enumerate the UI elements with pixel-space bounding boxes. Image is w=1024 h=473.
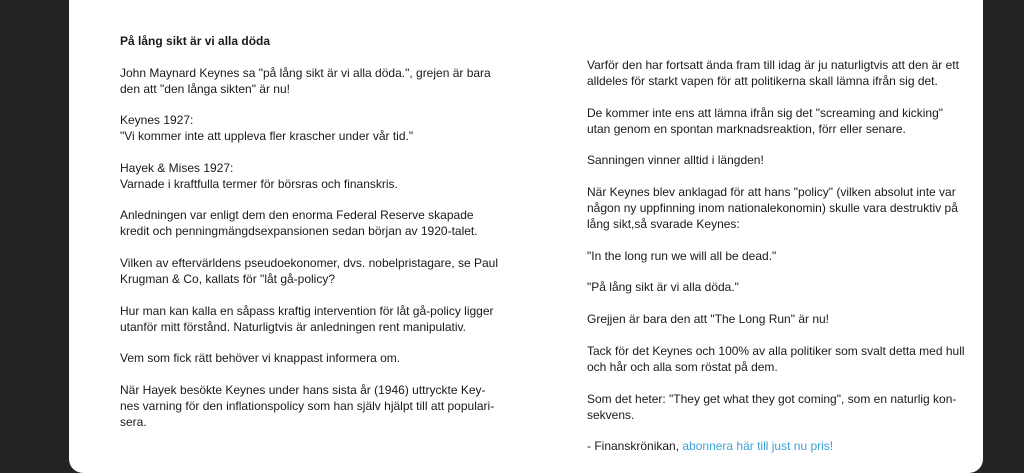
paragraph-line: alldeles för starkt vapen för att politikerna skall lämna ifrån sig det. (587, 74, 938, 88)
paragraph (587, 105, 962, 137)
paragraph-line: "Vi kommer inte att uppleva fler krascher under vår tid." (120, 129, 414, 144)
left-column (120, 33, 500, 445)
paragraph (120, 303, 500, 335)
paragraph (120, 112, 500, 144)
subscribe-link[interactable]: abonnera här till just nu pris! (682, 439, 834, 454)
paragraph-line: "In the long run we will all be dead." (587, 248, 777, 263)
paragraph-line: kredit och penningmängdsexpansionen sedan början av 1920-talet. (120, 224, 478, 239)
paragraph-line: Hur man kan kalla en såpass kraftig intervention för låt gå-policy ligger (120, 303, 494, 318)
paragraph (120, 160, 500, 192)
paragraph-line: "På lång sikt är vi alla döda." (587, 280, 739, 295)
paragraph (120, 65, 500, 97)
paragraph-line: Sanningen vinner alltid i längden! (587, 153, 764, 168)
paragraph (587, 391, 962, 423)
article-page (69, 0, 983, 473)
paragraph-line: utanför mitt förstånd. Naturligtvis är anledningen rent manipulativ. (120, 319, 466, 334)
paragraph (120, 255, 500, 287)
paragraph-line: John Maynard Keynes sa "på lång sikt är vi alla döda.", grejen är bara (120, 65, 491, 80)
paragraph (587, 248, 962, 264)
paragraph-line: någon ny uppfinning inom nationalekonomin) skulle vara destruktiv på (587, 201, 958, 216)
paragraph-line: Vem som fick rätt behöver vi knappast informera om. (120, 351, 401, 366)
paragraph (587, 343, 965, 375)
paragraph-line: Anledningen var enligt dem den enorma Federal Reserve skapade (120, 208, 474, 223)
paragraph-line: Keynes 1927: (120, 113, 194, 128)
article-title: På lång sikt är vi alla döda (120, 34, 271, 48)
paragraph-line: Krugman & Co, kallats för "låt gå-policy? (120, 271, 336, 286)
paragraph (587, 152, 962, 168)
paragraph-line: och hår och alla som röstat på dem. (587, 359, 778, 374)
paragraph (120, 382, 500, 430)
paragraph-line: Hayek & Mises 1927: (120, 160, 234, 175)
paragraph-line: den att "den långa sikten" är nu! (120, 81, 290, 96)
paragraph-line: Vilken av eftervärldens pseudoekonomer, dvs. nobelpristagare, se Paul (120, 255, 499, 270)
paragraph (587, 184, 962, 232)
paragraph-line: När Keynes blev anklagad för att hans "policy" (vilken absolut inte var (587, 185, 956, 200)
paragraph-line: sekvens. (587, 407, 635, 422)
paragraph (587, 57, 962, 89)
paragraph (587, 279, 962, 295)
paragraph-line: lång sikt,så svarade Keynes: (587, 217, 740, 232)
paragraph-line: Grejjen är bara den att "The Long Run" är nu! (587, 312, 829, 327)
signature-prefix: - Finanskrönikan, (587, 439, 683, 454)
right-column (587, 57, 965, 470)
paragraph-line: De kommer inte ens att lämna ifrån sig det "screaming and kicking" (587, 105, 944, 120)
paragraph (120, 350, 500, 366)
paragraph-line: Varför den har fortsatt ända fram till idag är ju naturligtvis att den är ett (587, 58, 959, 72)
paragraph (587, 311, 962, 327)
paragraph-line: Som det heter: "They get what they got coming", som en naturlig kon- (587, 391, 957, 406)
paragraph-line: utan genom en spontan marknadsreaktion, förr eller senare. (587, 121, 906, 136)
paragraph-line: nes varning för den inflationspolicy som han själv hjälpt till att populari- (120, 398, 495, 413)
signature (587, 438, 962, 454)
paragraph (120, 207, 500, 239)
paragraph-line: Tack för det Keynes och 100% av alla politiker som svalt detta med hull (587, 343, 965, 358)
paragraph-line: När Hayek besökte Keynes under hans sista år (1946) uttryckte Key- (120, 382, 486, 397)
paragraph-line: sera. (120, 414, 147, 429)
paragraph-line: Varnade i kraftfulla termer för börsras och finanskris. (120, 176, 398, 191)
